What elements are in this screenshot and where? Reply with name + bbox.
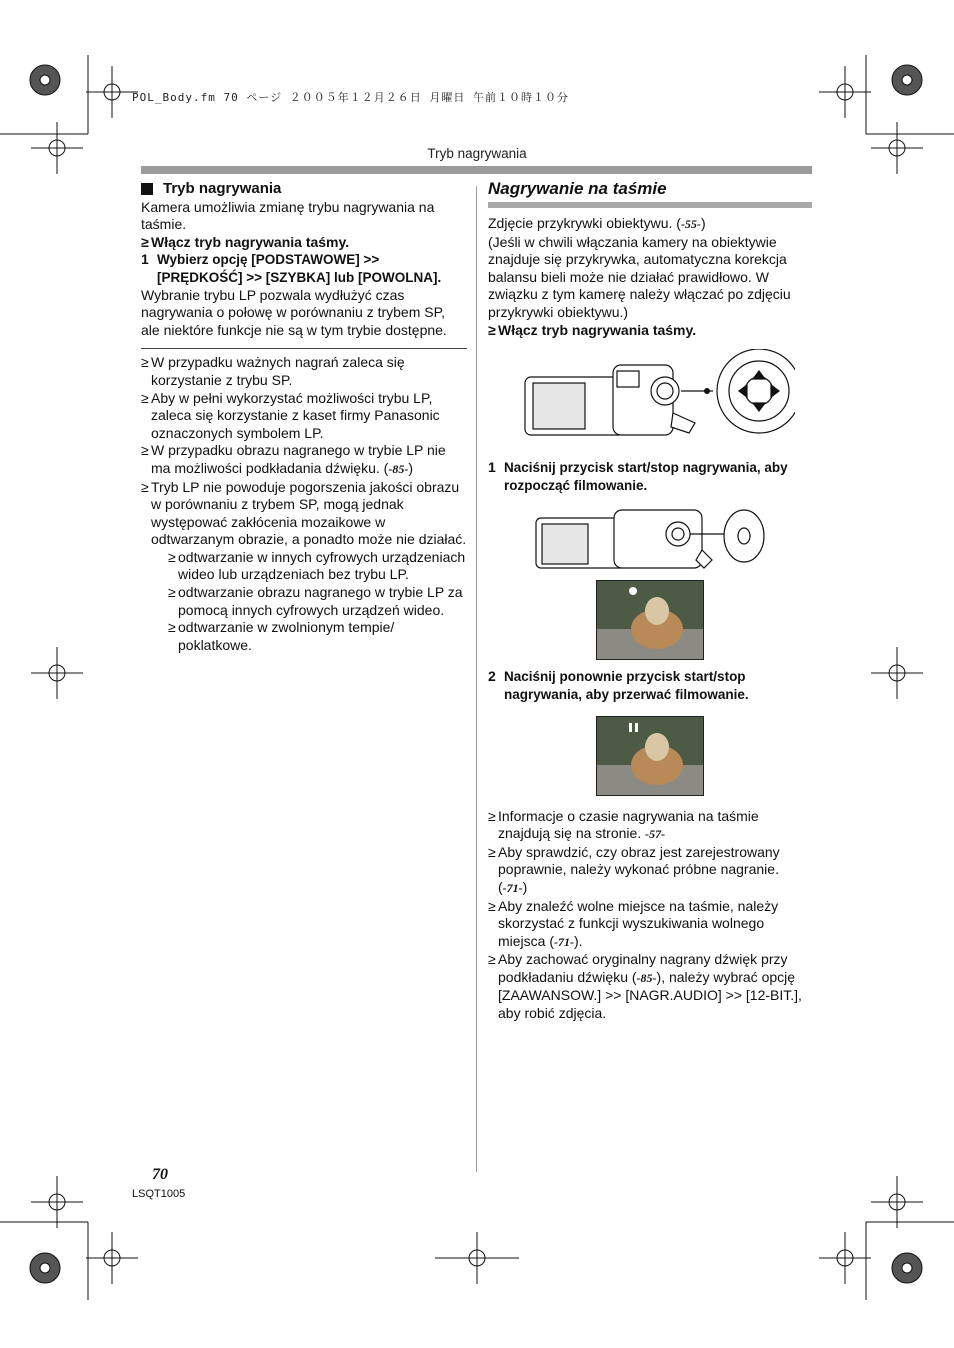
left-note: ≥ W przypadku ważnych nagrań zaleca się korzystanie z trybu SP.: [141, 354, 405, 388]
right-note: ≥ Aby sprawdzić, czy obraz jest zarejestrowany poprawnie, należy wykonać próbne nagranie. (-71-): [488, 843, 780, 895]
square-bullet-icon: [141, 183, 153, 195]
page-ref[interactable]: -71-: [554, 934, 575, 949]
left-step0: ≥ Włącz tryb nagrywania taśmy.: [141, 233, 350, 250]
right-step2: 2 Naciśnij ponownie przycisk start/stop nagrywania, aby przerwać filmowanie.: [488, 668, 749, 702]
title-bar: [141, 166, 812, 174]
left-note: ≥ Aby w pełni wykorzystać możliwości trybu LP, zaleca się korzystanie z kaset firmy Panasonic oznaczonych symbolem LP.: [141, 389, 440, 441]
divider-rule: [141, 348, 467, 349]
page-ref[interactable]: -57-: [645, 827, 666, 842]
left-heading: Tryb nagrywania: [141, 180, 467, 198]
heading-underbar: [488, 202, 812, 208]
left-subnote: ≥ odtwarzanie w innych cyfrowych urządzeniach wideo lub urządzeniach bez trybu LP.: [168, 548, 466, 583]
left-note: ≥ Tryb LP nie powoduje pogorszenia jakości obrazu w porównaniu z trybem SP, mogą jednak występować zakłócenia mozaikowe w odtwarzanym obrazie, a ponadto może nie działać.: [141, 478, 467, 548]
column-divider: [476, 186, 477, 1172]
right-step0: ≥ Włącz tryb nagrywania taśmy.: [488, 321, 697, 338]
dog-photo-icon: [597, 581, 703, 659]
left-intro: Kamera umożliwia zmianę trybu nagrywania na taśmie.: [141, 198, 435, 233]
paused-screen-image: [596, 716, 704, 796]
print-header: POL_Body.fm 70 ページ ２００５年１２月２６日 月曜日 午前１０時１０分: [132, 91, 569, 104]
right-column: [488, 178, 812, 1023]
right-intro2: (Jeśli w chwili włączania kamery na obiektywie znajduje się przykrywka, automatyczna korekcja balansu bieli może nie działać prawidłowo. W związku z tym kamerę należy włączać po zdjęciu przykrywki obiektywu.): [488, 233, 791, 320]
camera-mode-dial-illustration: [505, 349, 795, 449]
right-heading: Nagrywanie na taśmie: [488, 179, 667, 198]
left-note: ≥ W przypadku obrazu nagranego w trybie LP nie ma możliwości podkładania dźwięku. (-85-): [141, 442, 446, 476]
camera-icon: [530, 506, 770, 576]
left-subnote: ≥ odtwarzanie obrazu nagranego w trybie LP za pomocą innych cyfrowych urządzeń wideo.: [168, 584, 463, 618]
left-subnote: ≥ odtwarzanie w zwolnionym tempie/ poklatkowe.: [168, 619, 395, 653]
left-column: [141, 180, 467, 654]
right-intro1: Zdjęcie przykrywki obiektywu. (-55-): [488, 215, 706, 231]
left-step1: 1 Wybierz opcję [PODSTAWOWE] >> [PRĘDKOŚĆ] >> [SZYBKA] lub [POWOLNA].: [141, 251, 442, 285]
page-ref[interactable]: -71-: [502, 880, 523, 895]
dog-photo-icon: [597, 717, 703, 795]
model-code: LSQT1005: [132, 1188, 186, 1200]
section-title: Tryb nagrywania: [427, 146, 527, 161]
right-step1: 1 Naciśnij przycisk start/stop nagrywania, aby rozpocząć filmowanie.: [488, 459, 788, 493]
page-ref[interactable]: -85-: [636, 970, 657, 985]
left-step1-desc: Wybranie trybu LP pozwala wydłużyć czas nagrywania o połowę w porównaniu z trybem SP, ale niektóre funkcje nie są w tym trybie dostępne.: [141, 286, 447, 338]
right-note: ≥ Aby zachować oryginalny nagrany dźwięk przy podkładaniu dźwięku (-85-), należy wybrać opcję [ZAAWANSOW.] >> [NAGR.AUDIO] >> [12-BIT.], aby robić zdjęcia.: [488, 951, 802, 1022]
page-number: 70: [152, 1166, 168, 1183]
start-stop-button-illustration: [530, 506, 770, 576]
right-note: ≥ Aby znaleźć wolne miejsce na taśmie, należy skorzystać z funkcji wyszukiwania wolnego miejsca (-71-).: [488, 897, 779, 949]
page-ref[interactable]: -55-: [680, 217, 701, 231]
camera-icon: [505, 349, 795, 449]
right-note: ≥ Informacje o czasie nagrywania na taśmie znajdują się na stronie. -57-: [488, 807, 759, 842]
recording-screen-image: [596, 580, 704, 660]
page-ref[interactable]: -85-: [388, 461, 409, 476]
